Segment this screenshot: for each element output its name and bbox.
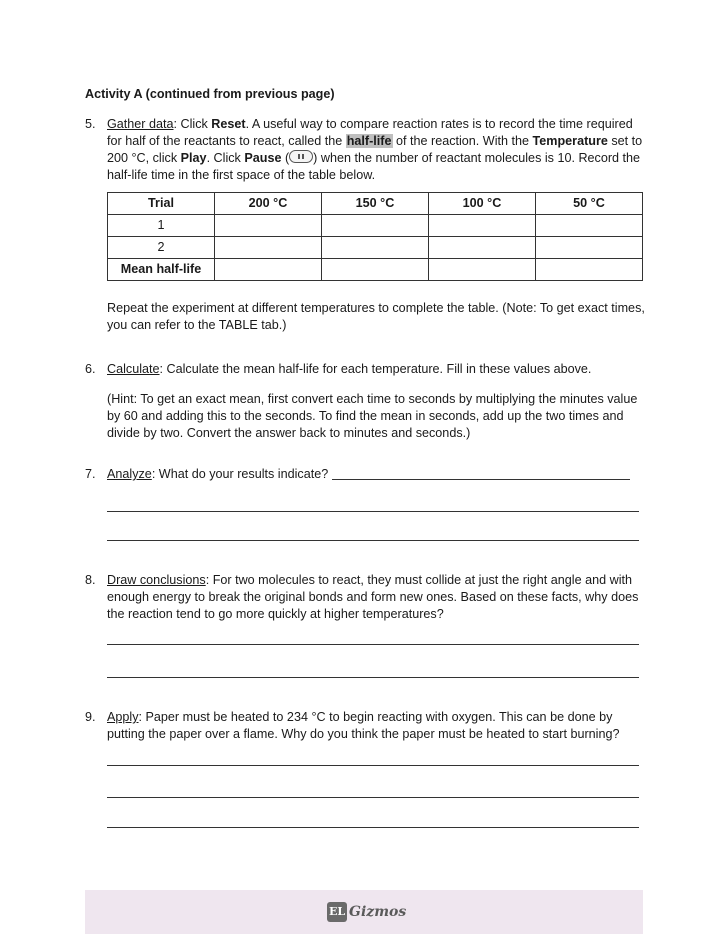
table-cell[interactable] xyxy=(536,237,643,259)
play-term: Play xyxy=(180,151,207,165)
answer-line[interactable] xyxy=(107,677,639,678)
table-row xyxy=(108,237,643,259)
reset-term: Reset xyxy=(211,117,246,131)
table-cell[interactable] xyxy=(322,215,429,237)
half-life-table xyxy=(107,192,643,281)
question-number: 8. xyxy=(85,573,96,587)
table-header: 50 °C xyxy=(536,193,643,215)
table-cell[interactable] xyxy=(429,237,536,259)
table-cell[interactable] xyxy=(215,259,322,281)
answer-line[interactable] xyxy=(107,827,639,828)
gizmos-logo xyxy=(327,902,406,922)
answer-line[interactable] xyxy=(107,644,639,645)
table-cell[interactable] xyxy=(536,259,643,281)
answer-line[interactable] xyxy=(107,765,639,766)
question-7: 7. Analyze: What do your results indicate? xyxy=(85,466,645,483)
activity-heading: Activity A (continued from previous page) xyxy=(85,87,335,101)
table-cell[interactable] xyxy=(215,237,322,259)
question-5 xyxy=(85,116,645,184)
page-footer xyxy=(85,890,643,934)
question-label: Calculate xyxy=(107,362,160,376)
table-header: 100 °C xyxy=(429,193,536,215)
question-label: Analyze xyxy=(107,467,152,481)
table-cell[interactable] xyxy=(429,215,536,237)
question-8: 8. Draw conclusions: For two molecules to react, they must collide at just the right angle and with enough energy to break the original bonds and form new ones. Based on these facts, why does the reaction tend to go more quickly at higher temperatures? xyxy=(85,573,639,621)
question-label: Apply xyxy=(107,710,139,724)
mean-half-life-label: Mean half-life xyxy=(108,259,215,281)
temperature-term: Temperature xyxy=(532,134,608,148)
answer-line[interactable] xyxy=(107,797,639,798)
gizmos-logo-text: Gizmos xyxy=(349,903,407,920)
pause-icon xyxy=(289,150,313,163)
answer-line[interactable] xyxy=(332,467,630,480)
question-9: 9. Apply: Paper must be heated to 234 °C to begin reacting with oxygen. This can be done by putting the paper over a flame. Why do you think the paper must be heated to start burning? xyxy=(85,710,620,741)
table-header-row xyxy=(108,193,643,215)
answer-line[interactable] xyxy=(107,511,639,512)
table-header: 200 °C xyxy=(215,193,322,215)
table-cell[interactable] xyxy=(536,215,643,237)
table-cell[interactable] xyxy=(322,237,429,259)
mean-row xyxy=(108,259,643,281)
question-label: Gather data xyxy=(107,117,174,131)
table-cell[interactable] xyxy=(215,215,322,237)
question-number: 7. xyxy=(85,467,96,481)
question-label: Draw conclusions xyxy=(107,573,206,587)
table-header: Trial xyxy=(108,193,215,215)
table-row xyxy=(108,215,643,237)
hint-text: (Hint: To get an exact mean, first convert each time to seconds by multiplying the minutes value by 60 and adding this to the seconds. To find the mean in seconds, add up the two times and divide by two. Convert the answer back to minutes and seconds.) xyxy=(107,392,638,440)
question-number: 9. xyxy=(85,710,96,724)
half-life-term: half-life xyxy=(346,134,392,148)
question-6: 6. Calculate: Calculate the mean half-life for each temperature. Fill in these values above. xyxy=(85,362,592,376)
table-cell[interactable] xyxy=(322,259,429,281)
pause-term: Pause xyxy=(244,151,282,165)
answer-line[interactable] xyxy=(107,540,639,541)
question-number: 6. xyxy=(85,362,96,376)
question-number: 5. xyxy=(85,117,96,131)
repeat-note: Repeat the experiment at different temperatures to complete the table. (Note: To get exact times, you can refer to the TABLE tab.) xyxy=(107,301,645,332)
trial-number: 1 xyxy=(108,215,215,237)
gizmos-logo-icon: EL xyxy=(327,902,347,922)
question-5-text: Gather data: Click Reset. A useful way to compare reaction rates is to record the time required for half of the reactants to react, called the half-life of the reaction. With the Temperature set to 200 °C, click Play. Click Pause ( ) when the number of reactant molecules is 10. Record the half-life time in the first space of the table below. xyxy=(107,117,643,182)
table-cell[interactable] xyxy=(429,259,536,281)
trial-number: 2 xyxy=(108,237,215,259)
table-header: 150 °C xyxy=(322,193,429,215)
